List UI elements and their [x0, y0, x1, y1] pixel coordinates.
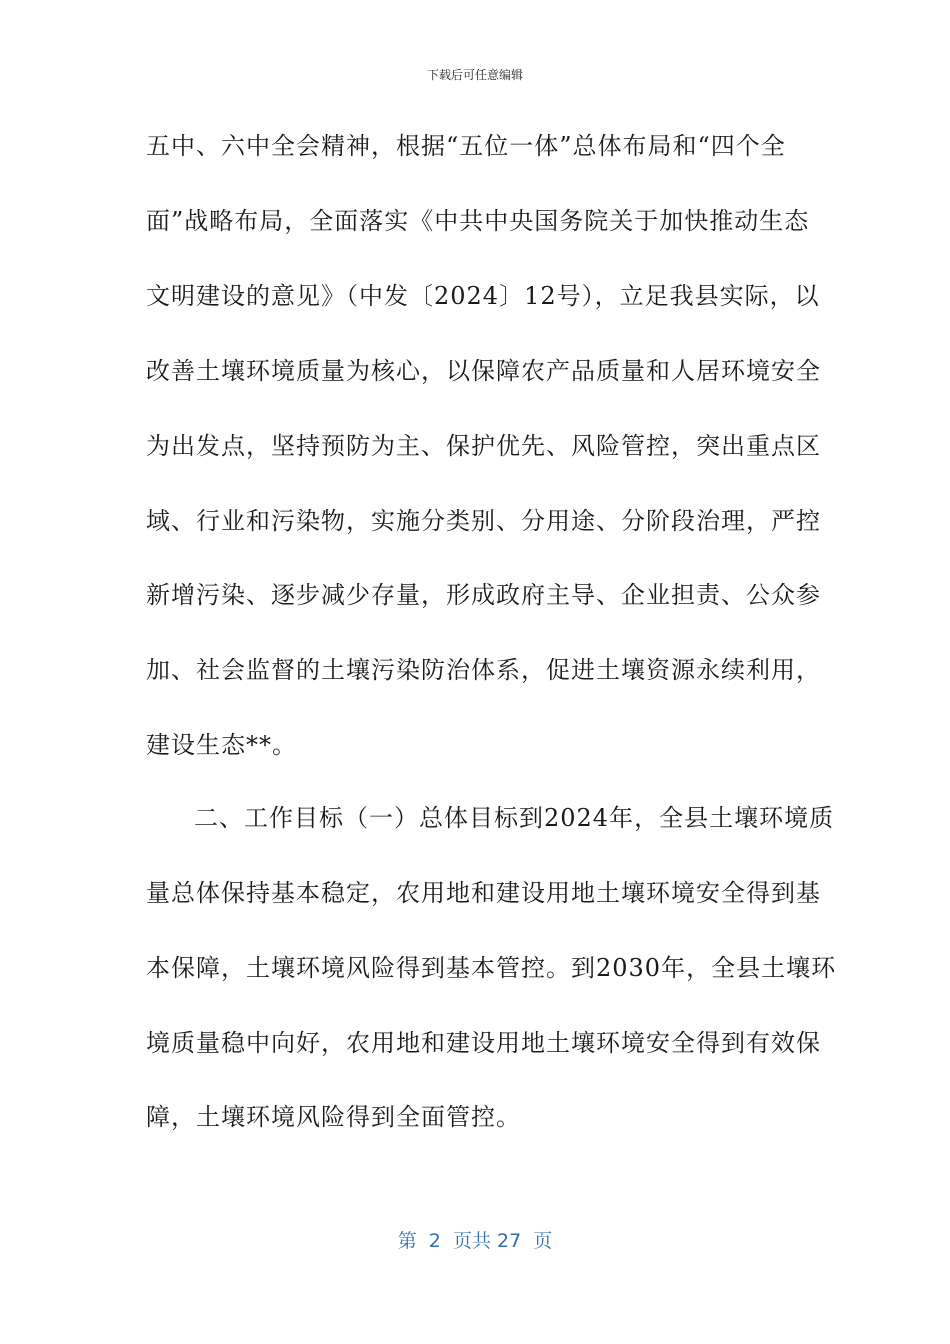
- paragraph-line: 域、行业和污染物，实施分类别、分用途、分阶段治理，严控: [146, 507, 821, 535]
- paragraph-line: 障，土壤环境风险得到全面管控。: [146, 1103, 521, 1131]
- paragraph-line: 面”战略布局，全面落实《中共中央国务院关于加快推动生态: [146, 207, 810, 235]
- page-header-note: 下载后可任意编辑: [426, 68, 523, 82]
- paragraph-line: 建设生态**。: [146, 731, 297, 759]
- paragraph-line: 本保障，土壤环境风险得到基本管控。到2030年，全县土壤环: [146, 954, 837, 982]
- paragraph-line: 改善土壤环境质量为核心，以保障农产品质量和人居环境安全: [146, 357, 821, 385]
- paragraph-line: 文明建设的意见》（中发〔2024〕12号），立足我县实际，以: [146, 282, 820, 310]
- paragraph-line: 量总体保持基本稳定，农用地和建设用地土壤环境安全得到基: [146, 879, 821, 907]
- page-number-footer: 第 2 页共 27 页: [397, 1230, 553, 1252]
- paragraph-line: 为出发点，坚持预防为主、保护优先、风险管控，突出重点区: [146, 432, 821, 460]
- section-heading-line: 二、工作目标（一）总体目标到2024年，全县土壤环境质: [194, 804, 835, 832]
- paragraph-line: 新增污染、逐步减少存量，形成政府主导、企业担责、公众参: [146, 581, 821, 609]
- paragraph-line: 境质量稳中向好，农用地和建设用地土壤环境安全得到有效保: [146, 1029, 821, 1057]
- paragraph-line: 加、社会监督的土壤污染防治体系，促进土壤资源永续利用，: [146, 656, 821, 684]
- paragraph-line: 五中、六中全会精神，根据“五位一体”总体布局和“四个全: [146, 132, 786, 160]
